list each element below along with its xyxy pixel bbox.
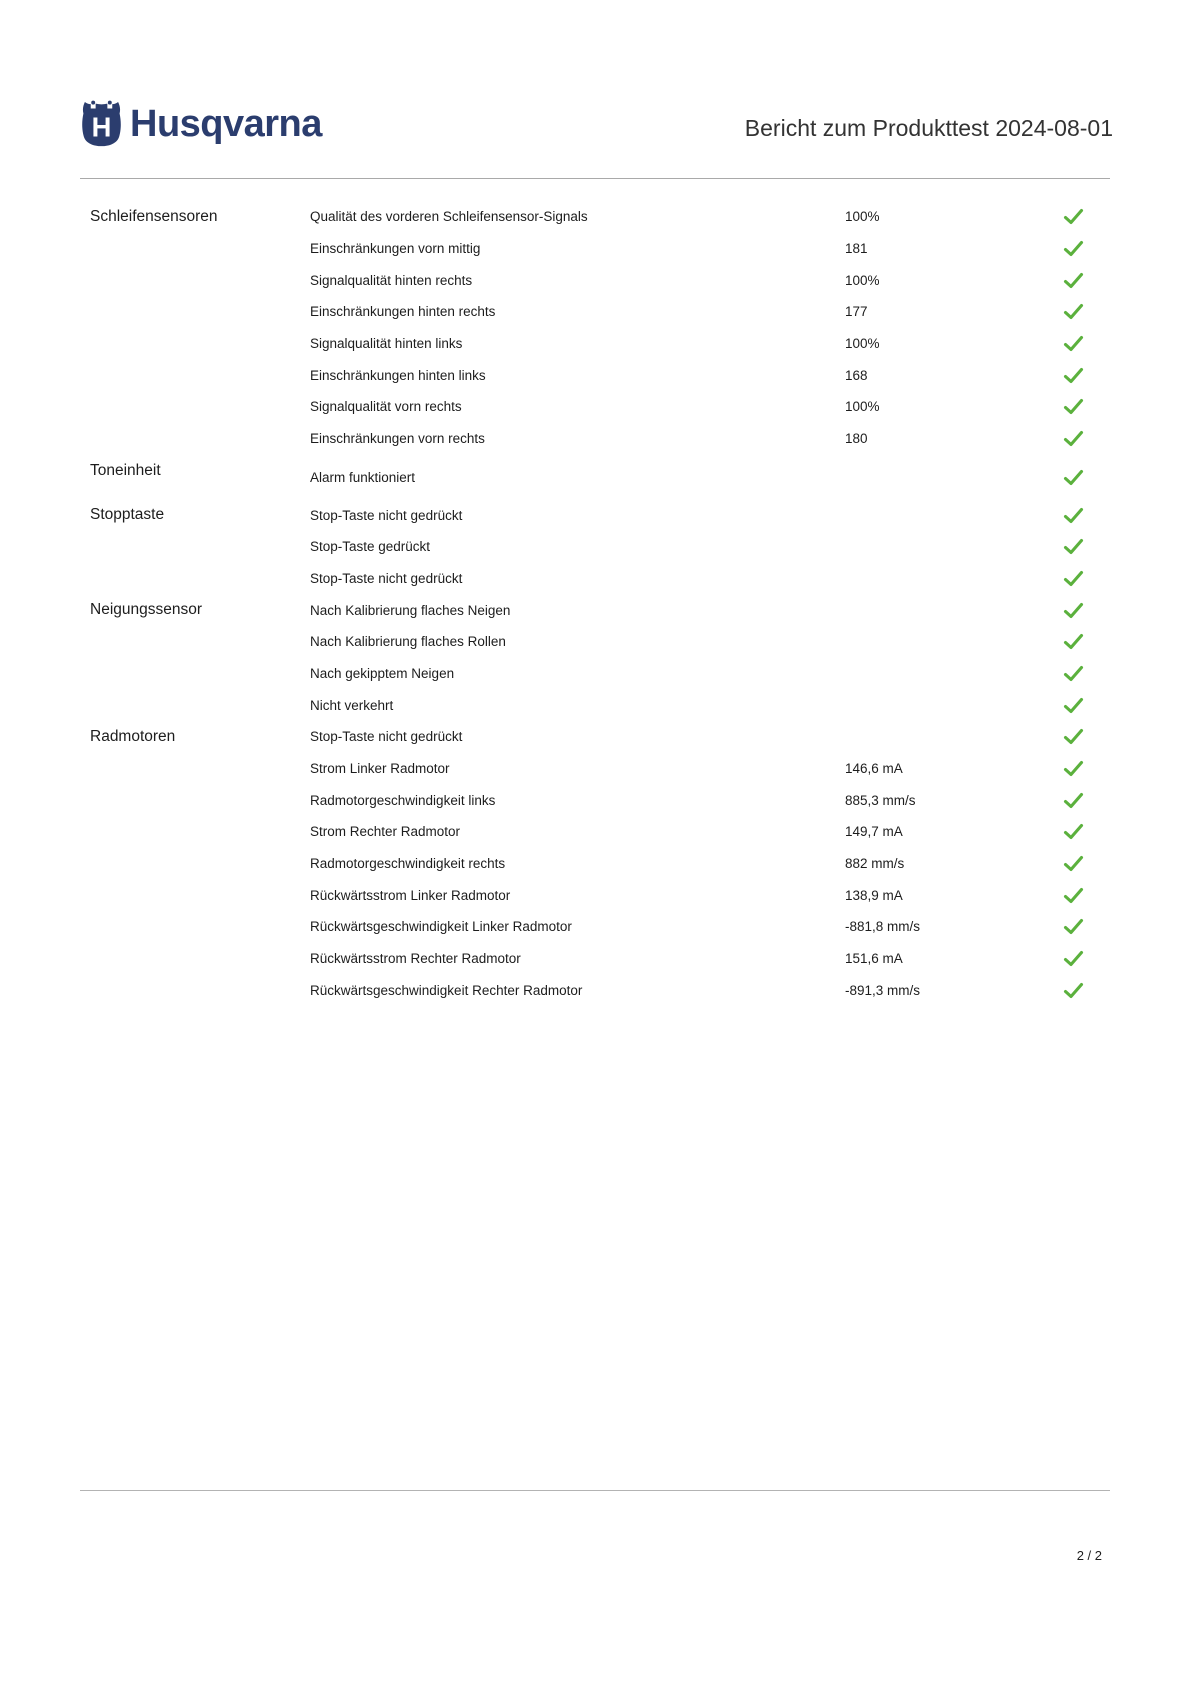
section-label: Radmotoren: [90, 728, 176, 745]
page-header: [80, 100, 1113, 148]
row-label: Signalqualität hinten links: [310, 336, 463, 352]
checkmark-icon: [1054, 398, 1092, 415]
table-row: [310, 296, 1110, 328]
checkmark-icon: [1054, 570, 1092, 587]
row-value: 138,9 mA: [845, 887, 903, 903]
section-rows: [310, 455, 1110, 500]
row-label: Nicht verkehrt: [310, 697, 394, 713]
husqvarna-crown-icon: [80, 100, 123, 148]
row-label: Nach Kalibrierung flaches Neigen: [310, 602, 511, 618]
svg-text:H: H: [91, 111, 112, 143]
row-label: Alarm funktioniert: [310, 469, 416, 485]
row-value: 180: [845, 431, 868, 447]
table-row: [310, 943, 1110, 975]
section-label: Schleifensensoren: [90, 208, 218, 225]
section-rows: [310, 594, 1110, 721]
row-label: Rückwärtsgeschwindigkeit Rechter Radmotor: [310, 982, 583, 998]
table-row: [310, 328, 1110, 360]
row-label: Nach Kalibrierung flaches Rollen: [310, 634, 506, 650]
table-row: [310, 721, 1110, 753]
checkmark-icon: [1054, 823, 1092, 840]
table-row: [310, 391, 1110, 423]
row-value: 100%: [845, 336, 880, 352]
row-label: Qualität des vorderen Schleifensensor-Signals: [310, 209, 588, 225]
row-label: Stop-Taste gedrückt: [310, 539, 431, 555]
checkmark-icon: [1054, 887, 1092, 904]
checkmark-icon: [1054, 918, 1092, 935]
row-value: 882 mm/s: [845, 856, 905, 872]
checkmark-icon: [1054, 760, 1092, 777]
table-row: [310, 879, 1110, 911]
row-label: Signalqualität hinten rechts: [310, 272, 473, 288]
page-title: Bericht zum Produkttest 2024-08-01: [744, 115, 1113, 141]
section-label: Neigungssensor: [90, 601, 203, 619]
checkmark-icon: [1054, 633, 1092, 650]
row-label: Nach gekipptem Neigen: [310, 665, 455, 681]
brand-wordmark: Husqvarna: [130, 103, 322, 145]
row-value: -891,3 mm/s: [845, 982, 921, 998]
row-value: 181: [845, 241, 868, 257]
table-row: [310, 848, 1110, 880]
table-row: [310, 531, 1110, 563]
table-row: [310, 626, 1110, 658]
header-divider: [80, 178, 1110, 179]
row-label: Stop-Taste nicht gedrückt: [310, 729, 463, 745]
checkmark-icon: [1054, 240, 1092, 257]
section-label: Stopptaste: [90, 506, 165, 524]
checkmark-icon: [1054, 335, 1092, 352]
report-table: [80, 201, 1110, 1006]
row-label: Strom Rechter Radmotor: [310, 824, 461, 840]
section-rows: [310, 201, 1110, 455]
row-value: -881,8 mm/s: [845, 919, 921, 935]
row-label: Stop-Taste nicht gedrückt: [310, 507, 463, 523]
checkmark-icon: [1054, 728, 1092, 745]
checkmark-icon: [1054, 208, 1092, 225]
table-row: [310, 563, 1110, 595]
row-label: Rückwärtsstrom Rechter Radmotor: [310, 951, 521, 967]
table-row: [310, 359, 1110, 391]
page-number: 2 / 2: [1076, 1548, 1102, 1563]
section-label: Toneinheit: [90, 461, 161, 479]
report-section: [80, 455, 1110, 500]
report-section: [80, 594, 1110, 721]
table-row: [310, 911, 1110, 943]
checkmark-icon: [1054, 950, 1092, 967]
table-row: [310, 499, 1110, 531]
row-value: 146,6 mA: [845, 761, 903, 777]
report-section: [80, 721, 1110, 1006]
row-value: 177: [845, 304, 868, 320]
row-label: Rückwärtsstrom Linker Radmotor: [310, 887, 511, 903]
row-label: Einschränkungen hinten rechts: [310, 304, 496, 320]
table-row: [310, 816, 1110, 848]
row-label: Einschränkungen vorn rechts: [310, 431, 485, 447]
row-label: Radmotorgeschwindigkeit rechts: [310, 856, 506, 872]
table-row: [310, 423, 1110, 455]
checkmark-icon: [1054, 430, 1092, 447]
row-value: 100%: [845, 399, 880, 415]
table-row: [310, 689, 1110, 721]
row-value: 151,6 mA: [845, 951, 903, 967]
table-row: [310, 264, 1110, 296]
row-label: Einschränkungen vorn mittig: [310, 241, 481, 257]
row-label: Stop-Taste nicht gedrückt: [310, 570, 463, 586]
table-row: [310, 594, 1110, 626]
table-row: [310, 201, 1110, 233]
table-row: [310, 753, 1110, 785]
checkmark-icon: [1054, 792, 1092, 809]
report-section: [80, 201, 1110, 455]
row-value: 168: [845, 367, 868, 383]
table-row: [310, 658, 1110, 690]
checkmark-icon: [1054, 602, 1092, 619]
table-row: [310, 233, 1110, 265]
section-rows: [310, 499, 1110, 594]
checkmark-icon: [1054, 665, 1092, 682]
section-rows: [310, 721, 1110, 1006]
row-value: 100%: [845, 272, 880, 288]
row-label: Rückwärtsgeschwindigkeit Linker Radmotor: [310, 919, 572, 935]
checkmark-icon: [1054, 538, 1092, 555]
table-row: [310, 462, 1110, 494]
checkmark-icon: [1054, 982, 1092, 999]
report-section: [80, 499, 1110, 594]
table-row: [310, 975, 1110, 1007]
checkmark-icon: [1054, 367, 1092, 384]
row-value: 100%: [845, 209, 880, 225]
checkmark-icon: [1054, 855, 1092, 872]
checkmark-icon: [1054, 303, 1092, 320]
row-label: Strom Linker Radmotor: [310, 761, 450, 777]
row-label: Einschränkungen hinten links: [310, 367, 486, 383]
row-value: 885,3 mm/s: [845, 792, 916, 808]
row-label: Signalqualität vorn rechts: [310, 399, 462, 415]
checkmark-icon: [1054, 697, 1092, 714]
checkmark-icon: [1054, 469, 1092, 486]
footer-divider: [80, 1490, 1110, 1491]
checkmark-icon: [1054, 507, 1092, 524]
row-value: 149,7 mA: [845, 824, 903, 840]
table-row: [310, 784, 1110, 816]
checkmark-icon: [1054, 272, 1092, 289]
husqvarna-logo: [80, 100, 322, 148]
row-label: Radmotorgeschwindigkeit links: [310, 792, 496, 808]
